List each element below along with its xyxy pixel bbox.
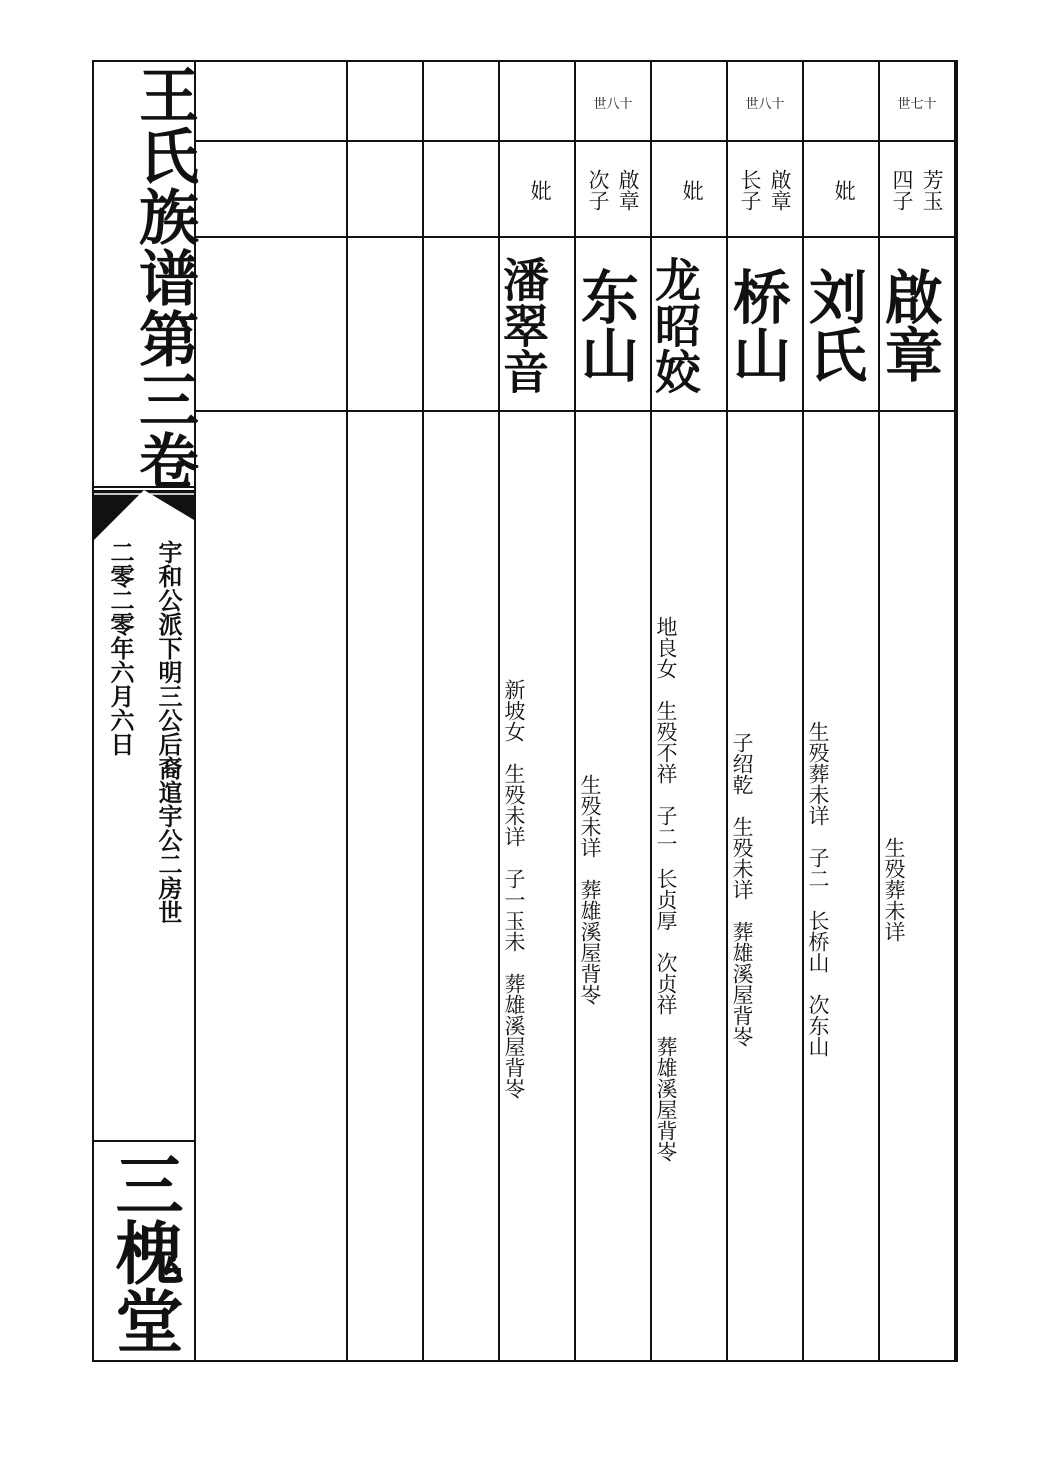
biography-text: 生殁葬未详 [882,836,906,942]
biography-text: 生殁未详 葬雄溪屋背岺 [578,773,602,1005]
spouse-label: 妣 [528,179,553,201]
generation-label [500,62,574,142]
entry-column-4 [648,62,728,1360]
entry-column-1 [875,62,956,1360]
generation-label: 世八十 [593,96,633,112]
birth-order: 长子 [738,169,762,211]
hall-name: 三槐堂 [104,1150,184,1354]
person-name: 刘氏 [799,267,867,383]
entry-column-3 [723,62,804,1360]
hall-divider [94,1140,194,1142]
person-name: 龙昭姣 [648,256,702,394]
parent-name: 啟章 [616,169,641,211]
biography-text: 地良女 生殁不祥 子二 长贞厚 次贞祥 葬雄溪屋背岺 [654,616,678,1162]
genealogy-page [92,60,958,1362]
parent-name: 芳玉 [920,169,945,211]
title-divider [94,486,194,488]
lineage-text: 宇和公派下明三公后裔逭宇公二房世 [154,540,183,924]
entry-column-7 [424,62,500,1360]
entry-column-9 [272,62,348,1360]
biography-text: 生殁葬未详 子二 长桥山 次东山 [806,721,830,1057]
generation-label: 世七十 [897,96,937,112]
spouse-label: 妣 [832,179,857,201]
entry-column-5 [571,62,652,1360]
biography-text: 子绍乾 生殁未详 葬雄溪屋背岺 [730,731,754,1047]
person-name: 东山 [571,267,639,383]
title-strip [94,62,199,1360]
date-text: 二零二零年六月六日 [106,540,135,756]
person-name: 啟章 [875,267,943,383]
biography-text: 新坡女 生殁未详 子一玉未 葬雄溪屋背岺 [502,679,526,1099]
person-name: 桥山 [723,267,791,383]
entry-column-8 [348,62,424,1360]
entry-column-2 [799,62,880,1360]
entry-column-10 [196,62,272,1360]
birth-order: 四子 [890,169,914,211]
fish-tail-ornament [94,490,194,540]
spouse-label: 妣 [680,179,705,201]
generation-label: 世八十 [745,96,785,112]
generation-label [652,62,726,142]
book-title: 王氏族谱第三卷 [129,63,199,491]
parent-name: 啟章 [768,169,793,211]
entry-column-6 [496,62,576,1360]
person-name: 潘翠音 [496,256,550,394]
birth-order: 次子 [586,169,610,211]
generation-label [804,62,878,142]
